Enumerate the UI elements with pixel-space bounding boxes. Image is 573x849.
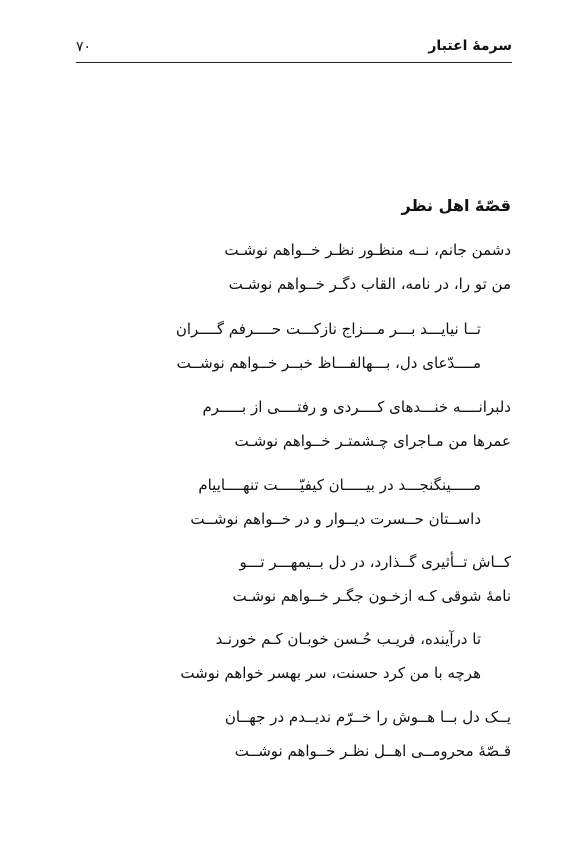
hemistich: نامهٔ شوقی کـه ازخـون جگـر خــواهم نوشـت (232, 587, 511, 605)
hemistich: تا درآینده، فریـب حُـسن خوبـان کـم خورنـد (215, 630, 481, 648)
hemistich: دشمن جانم، نــه منظـور نظـر خــواهم نوشـت (224, 241, 511, 259)
hemistich: کــاش تــأثیری گــذارد، در دل بــیمهـــر تـــو (239, 553, 511, 571)
hemistich: داســتان حــسرت دیــوار و در خــواهم نوشــت (190, 510, 481, 528)
couplet-6 (180, 622, 481, 690)
hemistich: مـــــینگنجـــد در بیـــــان کیفیّـــــت تنهــــاییام (198, 476, 481, 494)
page-number: ۷۰ (76, 39, 92, 55)
couplet-5 (232, 545, 511, 613)
couplet-4 (190, 468, 481, 536)
hemistich: تــا نیایـــد بـــر مـــزاج نازکـــت حــــرفم گــــران (175, 320, 481, 338)
hemistich: عمرها من مـاجرای چـشمتـر خــواهم نوشـت (234, 432, 511, 450)
couplet-1 (224, 233, 511, 301)
running-title: سرمهٔ اعتبار (428, 38, 512, 54)
couplet-3 (202, 390, 511, 458)
hemistich: هرچه با من کرد حسنت، سر بهسر خواهم نوشت (180, 664, 481, 682)
couplet-7 (225, 700, 511, 768)
hemistich: قـصّهٔ محرومــی اهــل نظـر خــواهم نوشــت (234, 742, 511, 760)
hemistich: دلبرانــــه خنـــدهای کــــردی و رفتــــی از بـــــرم (202, 398, 511, 416)
couplet-2 (176, 312, 481, 380)
poem-title: قصّهٔ اهل نظر (401, 196, 511, 215)
hemistich: مــــدّعای دل، بـــهالفـــاظ خبــر خــواهم نوشــت (176, 354, 481, 372)
hemistich: یــک دل بــا هــوش را خــرّم ندیــدم در جهــان (224, 708, 511, 726)
hemistich: من تو را، در نامه، القاب دگـر خــواهم نوشـت (228, 275, 511, 293)
running-header (76, 36, 512, 63)
